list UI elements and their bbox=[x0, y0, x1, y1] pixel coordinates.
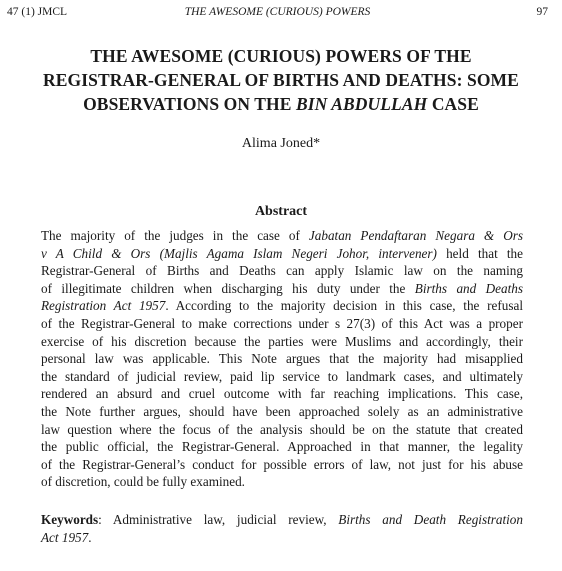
abstract-line: the standard of judicial review, paid lip service to landmark cases, and ultimately bbox=[41, 368, 523, 384]
keywords-line bbox=[41, 511, 523, 529]
abstract-heading: Abstract bbox=[254, 204, 308, 219]
running-title: THE AWESOME (CURIOUS) POWERS bbox=[184, 6, 371, 18]
title-line-3-part-c: CASE bbox=[427, 94, 479, 114]
abstract-line: the Note further argues, should have been approached solely as an administrative bbox=[41, 403, 523, 419]
journal-volume: 47 (1) JMCL bbox=[7, 6, 68, 18]
abstract-text: . According to the majority decision in this case, the refusal bbox=[165, 298, 523, 314]
abstract-line: the public official, the Registrar-General. Approached in that manner, the legality bbox=[41, 439, 523, 455]
abstract-line: of the Registrar-General’s conduct for possible errors of law, not just for his abuse bbox=[41, 456, 523, 472]
abstract-body bbox=[41, 227, 523, 491]
keywords-colon: : bbox=[98, 512, 102, 527]
abstract-text: held that the bbox=[436, 245, 523, 261]
author-name: Alima Joned* bbox=[241, 136, 321, 151]
abstract-line bbox=[41, 245, 523, 263]
title-line-1: THE AWESOME (CURIOUS) POWERS OF THE bbox=[90, 46, 472, 66]
abstract-line bbox=[41, 280, 523, 298]
title-case-name: BIN ABDULLAH bbox=[296, 94, 428, 114]
keywords-period: . bbox=[88, 529, 92, 545]
act-name-italic: Births and Deaths bbox=[414, 280, 524, 296]
keywords bbox=[41, 511, 523, 546]
case-name-italic: v A Child & Ors (Majlis Agama Islam Negeri Johor, intervener) bbox=[41, 245, 437, 261]
abstract-line bbox=[41, 297, 523, 315]
keywords-act-italic: Births and Death Registration bbox=[338, 512, 523, 527]
keywords-label: Keywords bbox=[41, 512, 99, 527]
keywords-text: Administrative law, judicial review, bbox=[101, 512, 339, 527]
abstract-text: of illegitimate children when discharging his duty under the bbox=[41, 280, 415, 296]
abstract-line: of discretion, could be fully examined. bbox=[41, 474, 245, 490]
abstract-text: The majority of the judges in the case of bbox=[41, 228, 309, 243]
page-number: 97 bbox=[536, 6, 548, 18]
title-line-3-part-a: OBSERVATIONS ON THE bbox=[83, 94, 296, 114]
case-name-italic: Jabatan Pendaftaran Negara & Ors bbox=[308, 228, 523, 243]
abstract-line: law question where the focus of the analysis should be on the statute that created bbox=[41, 421, 523, 437]
running-header bbox=[7, 6, 548, 22]
abstract-line: exercise of his discretion because the parties were Muslims and accordingly, their bbox=[41, 333, 523, 349]
keywords-line bbox=[41, 529, 523, 547]
abstract-line: personal law was applicable. This Note argues that the majority had misapplied bbox=[41, 351, 523, 367]
abstract-line: of the Registrar-General to make corrections under s 27(3) of this Act was a proper bbox=[41, 315, 523, 331]
abstract-line bbox=[41, 227, 523, 245]
abstract-line: Registrar-General of Births and Deaths can apply Islamic law on the naming bbox=[41, 263, 523, 279]
title-line-3 bbox=[0, 92, 562, 116]
keywords-act-italic: Act 1957 bbox=[41, 529, 89, 545]
abstract-line: rendered an absurd and cruel outcome with far reaching implications. This case, bbox=[41, 386, 523, 402]
title-line-2: REGISTRAR-GENERAL OF BIRTHS AND DEATHS: SOME bbox=[43, 70, 519, 90]
article-title bbox=[0, 44, 562, 116]
act-name-italic: Registration Act 1957 bbox=[41, 298, 166, 314]
